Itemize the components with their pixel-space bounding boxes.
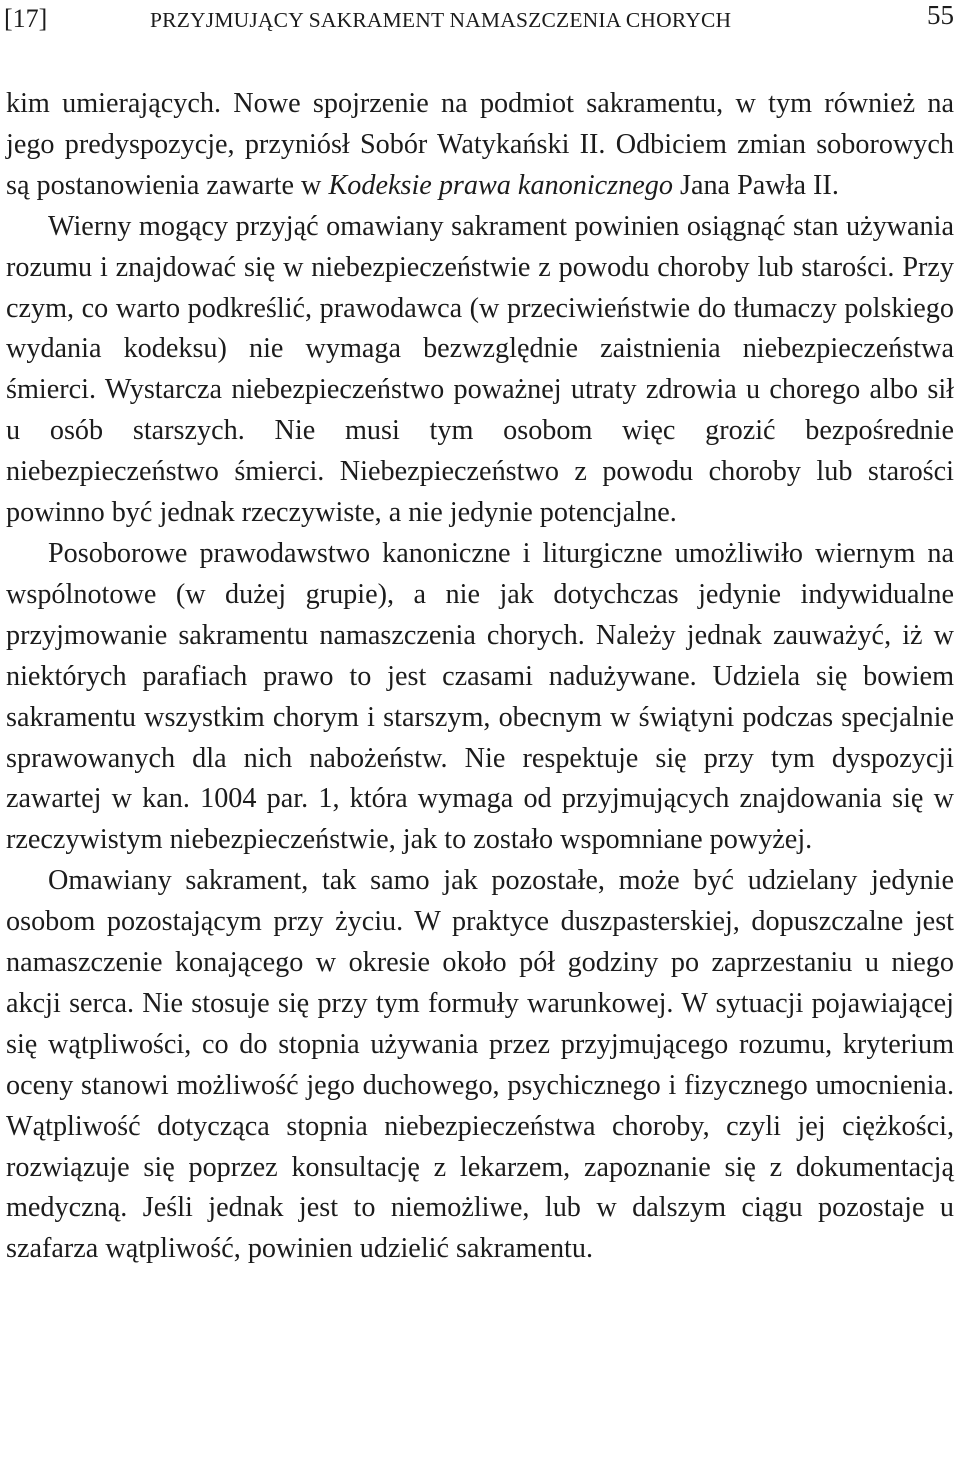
page-number: 55 xyxy=(927,0,954,30)
page-header xyxy=(0,0,960,48)
body-text xyxy=(6,84,954,1270)
paragraph-1-text-b: Jana Pawła II. xyxy=(672,169,839,201)
paragraph-1-italic-title: Kodeksie prawa kanonicznego xyxy=(328,169,673,201)
paragraph-4: Omawiany sakrament, tak samo jak pozostałe, może być udzielany jedynie osobom pozostającym przy życiu. W praktyce duszpasterskiej, dopuszczalne jest namaszczenie konającego w okresie około pół godziny po zaprzestaniu u niego akcji serca. Nie stosuje się przy tym formuły warunkowej. W sytuacji pojawiającej się wątpliwości, co do stopnia używania przez przyjmującego rozumu, kryterium oceny stanowi możliwość jego duchowego, psychicznego i fizycznego umocnienia. Wątpliwość dotycząca stopnia niebezpieczeństwa choroby, czyli jej ciężkości, rozwiązuje się poprzez konsultację z lekarzem, zapoznanie się z dokumentacją medyczną. Jeśli jednak jest to niemożliwe, lub w dalszym ciągu pozostaje u szafarza wątpliwość, powinien udzielić sakramentu. xyxy=(6,865,954,1265)
paragraph-2: Wierny mogący przyjąć omawiany sakrament powinien osiągnąć stan używania rozumu i znajdować się w niebezpieczeństwie z powodu choroby lub starości. Przy czym, co warto podkreślić, prawodawca (w przeciwieństwie do tłumaczy polskiego wydania kodeksu) nie wymaga bezwzględnie zaistnienia niebezpieczeństwa śmierci. Wystarcza niebezpieczeństwo poważnej utraty zdrowia u chorego albo sił u osób starszych. Nie musi tym osobom więc grozić bezpośrednie niebezpieczeństwo śmierci. Niebezpieczeństwo z powodu choroby lub starości powinno być jednak rzeczywiste, a nie jedynie potencjalne. xyxy=(6,210,954,529)
running-title: PRZYJMUJĄCY SAKRAMENT NAMASZCZENIA CHORYCH xyxy=(150,8,732,32)
paragraph-1 xyxy=(6,84,954,207)
paragraph-1-text-a: kim umierających. Nowe spojrzenie na podmiot sakramentu, w tym również na jego predyspozycje, przyniósł Sobór Watykański II. Odbiciem zmian soborowych są postanowienia zawarte w xyxy=(6,88,954,201)
paragraph-3: Posoborowe prawodawstwo kanoniczne i liturgiczne umożliwiło wiernym na wspólnotowe (w dużej grupie), a nie jak dotychczas jedynie indywidualne przyjmowanie sakramentu namaszczenia chorych. Należy jednak zauważyć, iż w niektórych parafiach prawo to jest czasami nadużywane. Udziela się bowiem sakramentu wszystkim chorym i starszym, obecnym w świątyni podczas specjalnie sprawowanych dla nich nabożeństw. Nie respektuje się przy tym dyspozycji zawartej w kan. 1004 par. 1, która wymaga od przyjmujących znajdowania się w rzeczywistym niebezpieczeństwie, jak to zostało wspomniane powyżej. xyxy=(6,537,954,856)
chapter-reference: [17] xyxy=(4,4,48,33)
